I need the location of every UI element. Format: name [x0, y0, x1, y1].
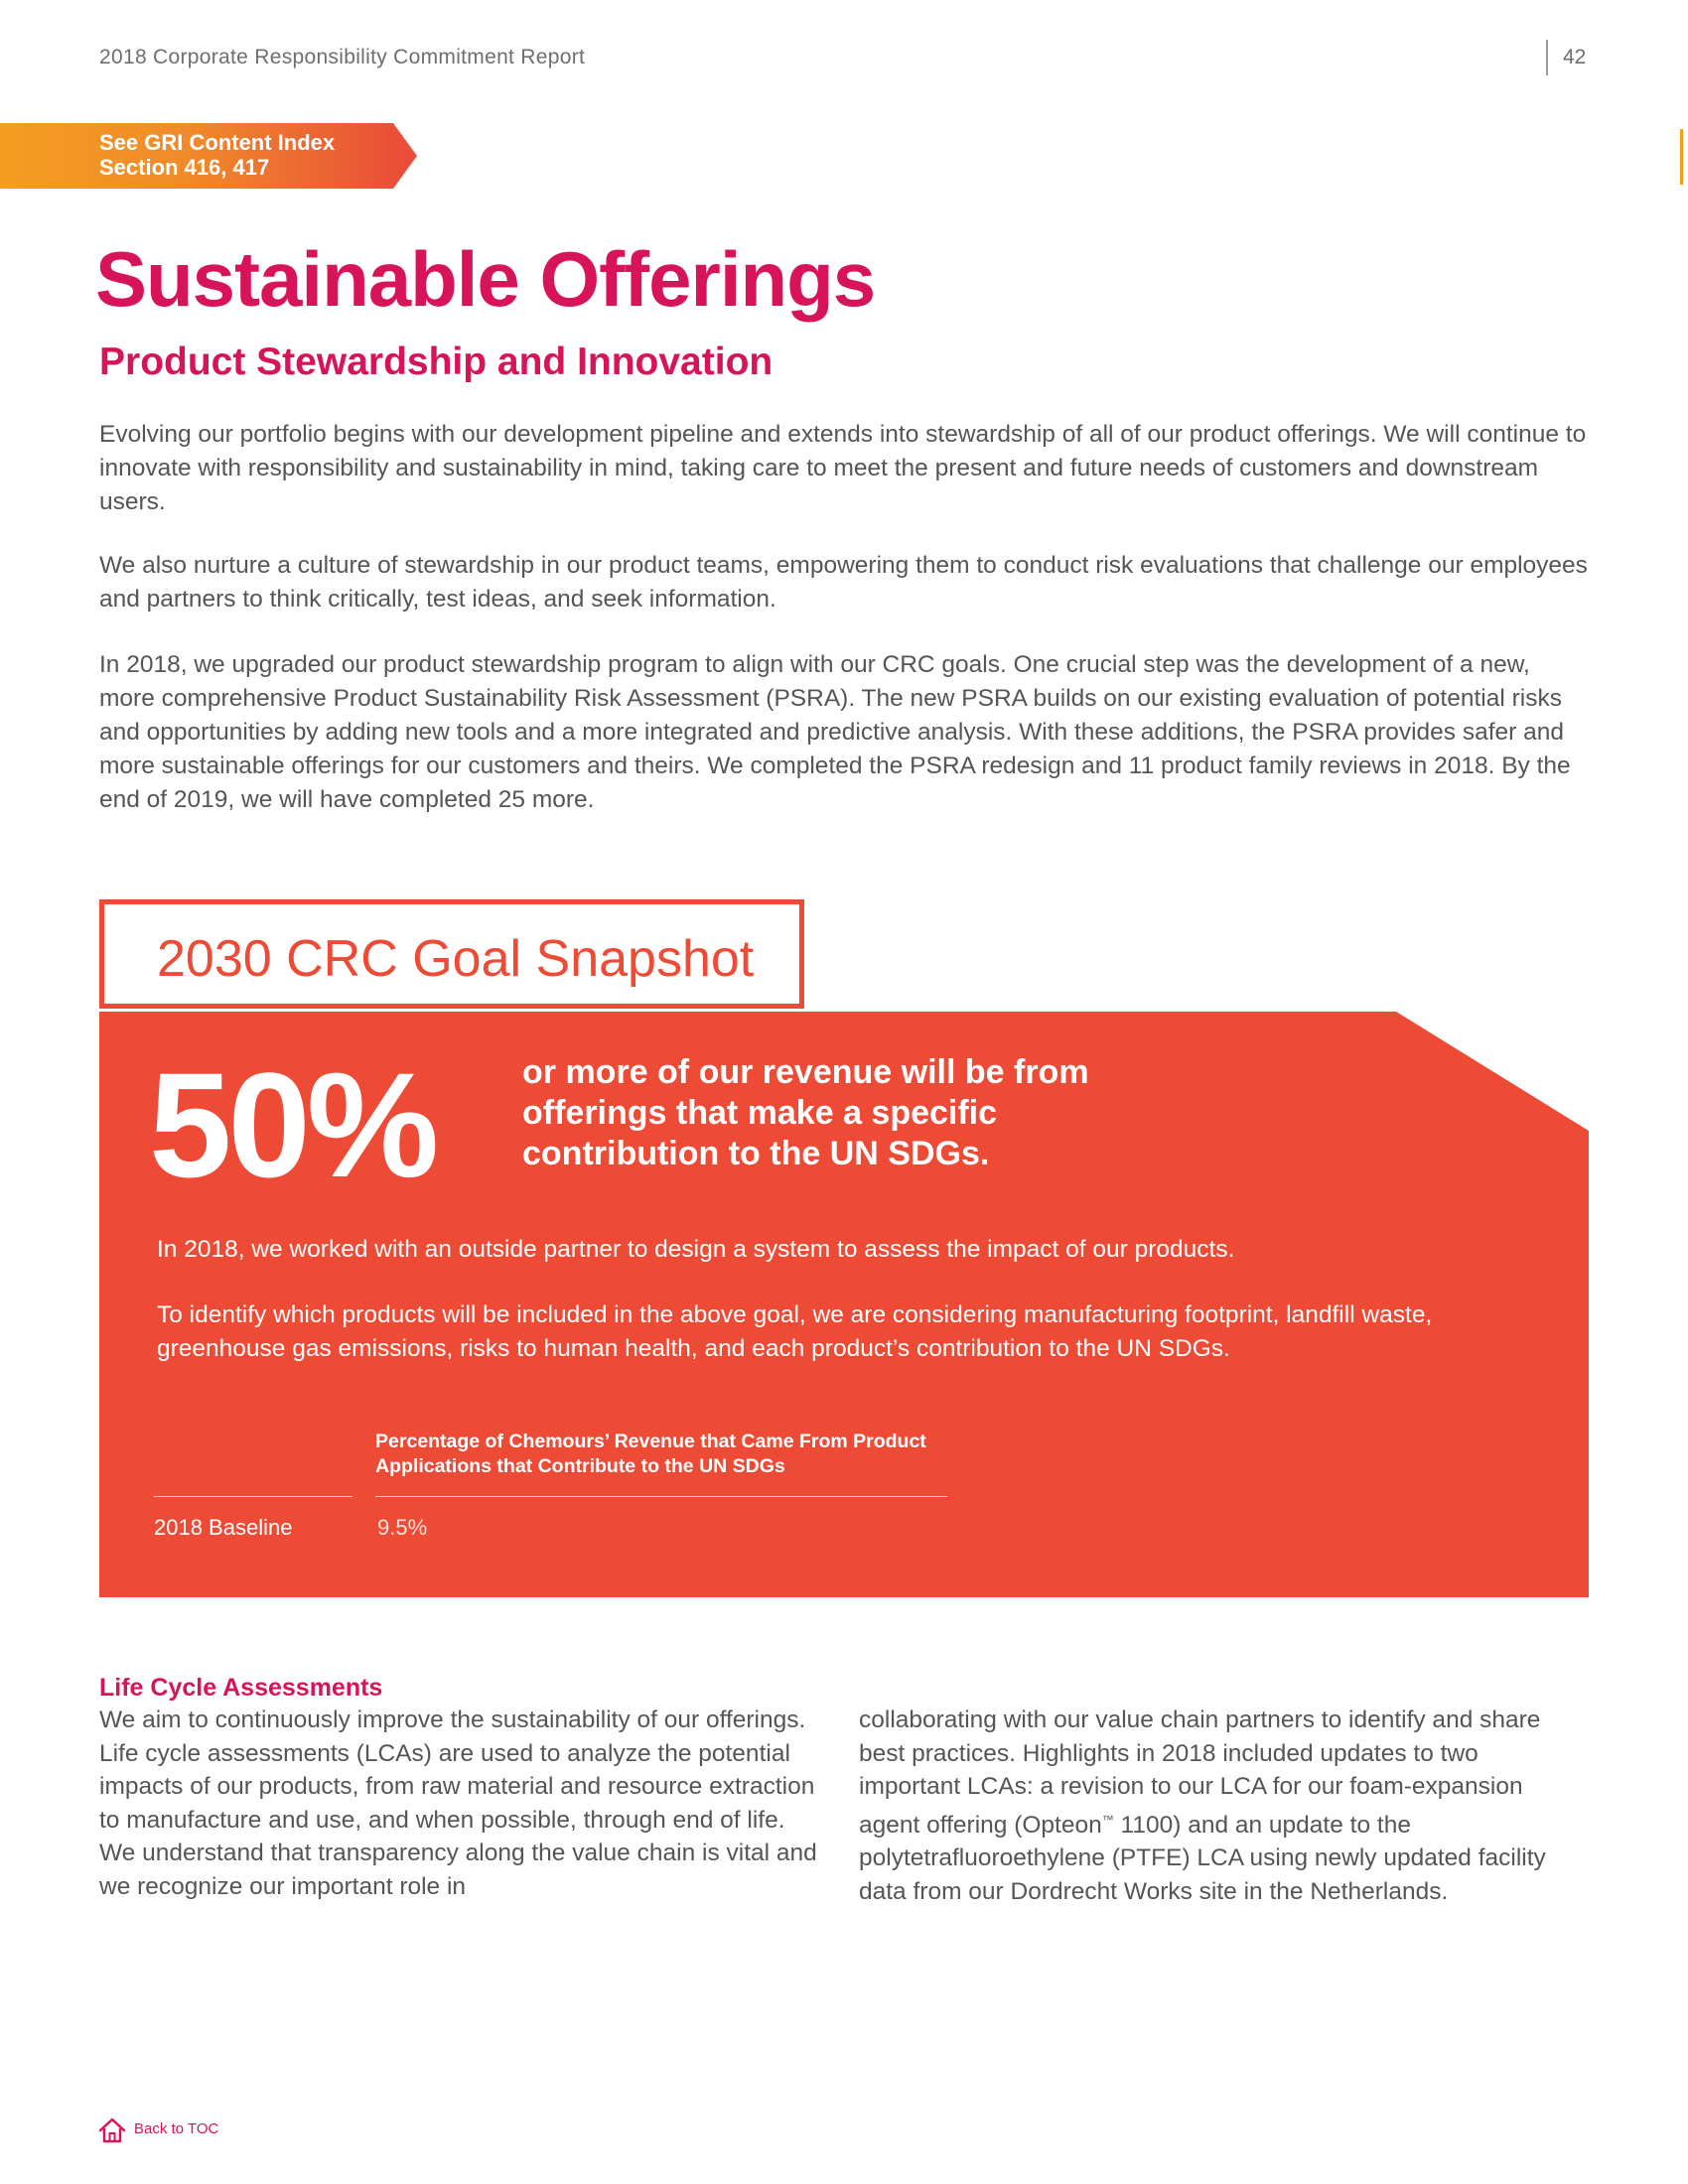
- page-title: Sustainable Offerings: [95, 235, 876, 323]
- stewardship-paragraph: We also nurture a culture of stewardship in our product teams, empowering them to conduct risk evaluations that challenge our employees and partners to think critically, test ideas, and seek information.: [99, 552, 1588, 613]
- psra-paragraph: In 2018, we upgraded our product stewardship program to align with our CRC goals. One crucial step was the development of a new, more comprehensive Product Sustainability Risk Assessment (PSRA). The new PSRA builds on our existing evaluation of potential risks and opportunities by adding new tools and a more integrated and predictive analysis. With these additions, the PSRA provides safer and more sustainable offerings for our customers and theirs. We completed the PSRA redesign and 11 product family reviews in 2018. By the end of 2019, we will have completed 25 more.: [99, 651, 1571, 813]
- home-icon[interactable]: [97, 2116, 127, 2144]
- gri-index-link[interactable]: [99, 130, 335, 180]
- goal-statement: or more of our revenue will be from offerings that make a specific contribution to the UN SDGs.: [522, 1053, 1089, 1172]
- table-row-value: 9.5%: [377, 1515, 428, 1540]
- gri-banner-line2: Section 416, 417: [99, 155, 270, 180]
- goal-percent: 50%: [149, 1041, 436, 1208]
- page-subtitle: Product Stewardship and Innovation: [99, 341, 774, 383]
- lca-right-column: [859, 1704, 1579, 1908]
- snapshot-paragraph: In 2018, we worked with an outside partner to design a system to assess the impact of our products.: [157, 1236, 1235, 1263]
- back-to-toc-link[interactable]: Back to TOC: [134, 2120, 219, 2137]
- lca-left-column: We aim to continuously improve the sustainability of our offerings. Life cycle assessments (LCAs) are used to analyze the potential impacts of our products, from raw material and resource extraction to manufacture and use, and when possible, through end of life. We understand that transparency along the value chain is vital and we recognize our important role in: [99, 1706, 817, 1900]
- report-title: 2018 Corporate Responsibility Commitment Report: [99, 46, 586, 68]
- snapshot-paragraph: To identify which products will be included in the above goal, we are considering manufacturing footprint, landfill waste, greenhouse gas emissions, risks to human health, and each product’s contribution to the UN SDGs.: [157, 1301, 1433, 1362]
- table-row-label: 2018 Baseline: [154, 1515, 293, 1540]
- intro-paragraph: Evolving our portfolio begins with our development pipeline and extends into stewardship of all of our product offerings. We will continue to innovate with responsibility and sustainability in mind, taking care to meet the present and future needs of customers and downstream users.: [99, 421, 1587, 515]
- snapshot-title: 2030 CRC Goal Snapshot: [157, 930, 755, 988]
- lca-right-text: collaborating with our value chain partners to identify and share best practices. Highlights in 2018 included updates to two important LCAs: a revision to our LCA for our foam-expansion agent offering (Opteon: [859, 1706, 1541, 1839]
- page-number: 42: [1563, 46, 1587, 68]
- header-divider: [1546, 40, 1548, 75]
- table-rule: [375, 1496, 947, 1497]
- gri-banner-line1: See GRI Content Index: [99, 130, 336, 155]
- table-column-header: Percentage of Chemours’ Revenue that Came From Product Applications that Contribute to the UN SDGs: [375, 1431, 926, 1477]
- section-heading: Life Cycle Assessments: [99, 1674, 383, 1702]
- table-rule: [154, 1496, 352, 1497]
- edge-tab-marker: [1680, 129, 1683, 185]
- trademark-symbol: ™: [1101, 1812, 1114, 1827]
- lca-right-text: 1100) and an update to the polytetrafluoroethylene (PTFE) LCA using newly updated facility data from our Dordrecht Works site in the Netherlands.: [859, 1811, 1546, 1905]
